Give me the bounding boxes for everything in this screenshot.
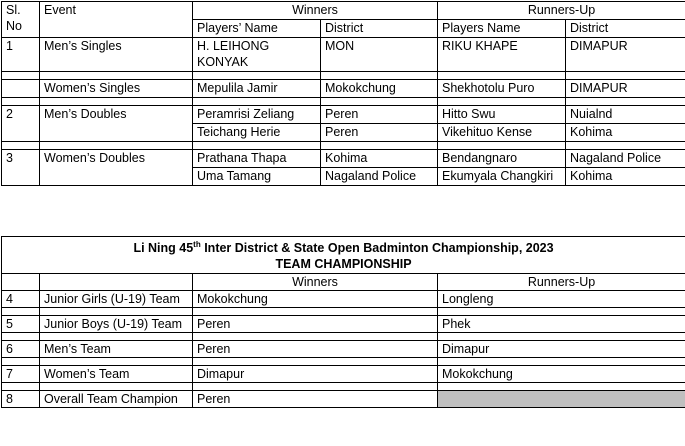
cell-runner-district: Kohima [566,168,685,186]
cell-runner-player: Ekumyala Changkiri [438,168,566,186]
spacer-row [2,72,685,80]
spacer-row [2,98,685,106]
cell-event: Junior Boys (U-19) Team [40,316,193,333]
cell-runner-district: Kohima [566,124,685,142]
cell-runner: Dimapur [438,341,685,358]
header-winners: Winners [193,2,438,20]
table-row [2,291,685,308]
table-row [2,38,685,72]
header-winners-district: District [321,20,438,38]
table-row [2,316,685,333]
title-suffix: Inter District & State Open Badminton Championship, 2023 [200,241,554,255]
cell-winner-district: Peren [321,106,438,124]
cell-sl: 8 [2,391,40,408]
cell-sl: 3 [2,150,40,186]
cell-runner-district: DIMAPUR [566,38,685,72]
cell-runner-district: DIMAPUR [566,80,685,98]
cell-winner: Mokokchung [193,291,438,308]
cell-winner-district: Kohima [321,150,438,168]
cell-sl: 5 [2,316,40,333]
spacer-row [2,333,685,341]
spacer-row [2,308,685,316]
cell-event: Overall Team Champion [40,391,193,408]
cell-runner: Mokokchung [438,366,685,383]
cell-runner-empty [438,391,685,408]
cell-winner-player: Uma Tamang [193,168,321,186]
table-row [2,150,685,168]
header-sl-no: Sl. No [2,2,40,38]
cell-winner: Peren [193,341,438,358]
spacer-row [2,383,685,391]
cell-winner-player: Teichang Herie [193,124,321,142]
spacer-row [2,142,685,150]
table-subtitle: TEAM CHAMPIONSHIP [275,257,412,271]
cell-runner-player: RIKU KHAPE [438,38,566,72]
cell-sl: 4 [2,291,40,308]
cell-winner-player: Peramrisi Zeliang [193,106,321,124]
table-row [2,366,685,383]
cell-runner-player: Hitto Swu [438,106,566,124]
cell-winner-player: Mepulila Jamir [193,80,321,98]
header-runners-up: Runners-Up [438,274,685,291]
cell-winner: Peren [193,391,438,408]
spacer-row [2,358,685,366]
header-winners: Winners [193,274,438,291]
team-championship-table [1,236,685,408]
cell-event: Junior Girls (U-19) Team [40,291,193,308]
cell-event: Men’s Singles [40,38,193,72]
cell-event: Men’s Doubles [40,106,193,142]
cell-event: Women’s Doubles [40,150,193,186]
table-title [2,237,685,274]
cell-winner: Peren [193,316,438,333]
cell-winner-district: Mokokchung [321,80,438,98]
cell-winner: Dimapur [193,366,438,383]
cell-sl: 2 [2,106,40,142]
cell-winner-player: H. LEIHONG KONYAK [193,38,321,72]
cell-event: Men’s Team [40,341,193,358]
cell-sl: 7 [2,366,40,383]
table-row [2,106,685,124]
table-row [2,341,685,358]
table-row [2,80,685,98]
title-prefix: Li Ning 45 [133,241,194,255]
header-runners-players: Players Name [438,20,566,38]
cell-runner-player: Shekhotolu Puro [438,80,566,98]
cell-sl: 1 [2,38,40,72]
cell-event: Women’s Team [40,366,193,383]
cell-runner-district: Nuialnd [566,106,685,124]
cell-runner-player: Bendangnaro [438,150,566,168]
header-runners-up: Runners-Up [438,2,685,20]
cell-sl: 6 [2,341,40,358]
title-sup: th [193,240,201,249]
cell-runner-player: Vikehituo Kense [438,124,566,142]
header-runners-district: District [566,20,685,38]
table-row [2,391,685,408]
cell-winner-district: Nagaland Police [321,168,438,186]
cell-runner-district: Nagaland Police [566,150,685,168]
header-winners-players: Players’ Name [193,20,321,38]
cell-event: Women’s Singles [40,80,193,98]
title-row [2,237,685,274]
cell-sl [2,80,40,98]
individual-results-table [1,1,685,186]
header-event: Event [40,2,193,38]
cell-runner: Phek [438,316,685,333]
header-row [2,274,685,291]
cell-runner: Longleng [438,291,685,308]
cell-winner-district: Peren [321,124,438,142]
cell-winner-player: Prathana Thapa [193,150,321,168]
cell-winner-district: MON [321,38,438,72]
